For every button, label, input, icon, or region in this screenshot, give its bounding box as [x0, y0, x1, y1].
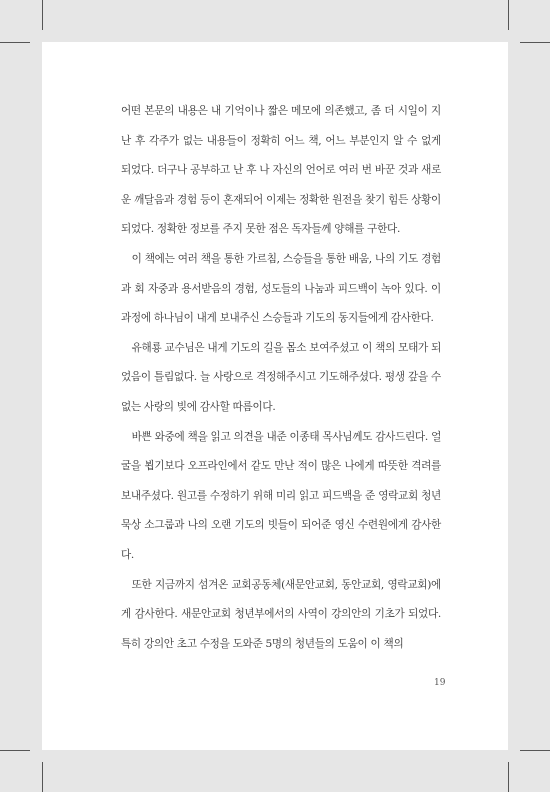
crop-mark	[0, 42, 30, 43]
crop-mark	[508, 0, 509, 30]
paragraph: 바쁜 와중에 책을 읽고 의견을 내준 이종태 목사님께도 감사드린다. 얼굴을 뵙기보다 오프라인에서 같도 만난 적이 많은 나에게 따뜻한 격려를 보내주셨다. 원고를 수정하기 위해 미리 읽고 피드백을 준 영락교회 청년 묵상 소그룹과 나의 오랜 기도의 빗들이 되어준 영신 수련원에게 감사한다.	[121, 430, 441, 561]
body-text	[121, 97, 441, 659]
crop-mark	[42, 762, 43, 792]
crop-mark	[42, 0, 43, 30]
paragraph: 유해룡 교수님은 내게 기도의 길을 몸소 보여주셨고 이 책의 모태가 되었음이 틀림없다. 늘 사랑으로 격정해주시고 기도해주셨다. 평생 갚을 수 없는 사랑의 빚에 감사할 따름이다.	[121, 341, 441, 413]
crop-mark	[520, 42, 550, 43]
paragraph: 어떤 본문의 내용은 내 기억이나 짧은 메모에 의존했고, 좀 더 시일이 지난 후 각주가 없는 내용들이 정확히 어느 책, 어느 부분인지 알 수 없게 되었다. 더구나 공부하고 난 후 나 자신의 언어로 여러 번 바꾼 것과 새로운 깨달음과 경험 등이 혼재되어 이제는 정확한 원전을 찾기 힘든 상황이 되었다. 정확한 정보를 주지 못한 점은 독자들께 양해를 구한다.	[121, 105, 441, 236]
paragraph: 또한 지금까지 섬겨온 교회공동체(새문안교회, 동안교회, 영락교회)에게 감사한다. 새문안교회 청년부에서의 사역이 강의안의 기초가 되었다. 특히 강의안 초고 수정을 도와준 5명의 청년들의 도움이 이 책의	[121, 578, 441, 650]
crop-mark	[508, 762, 509, 792]
paragraph: 이 책에는 여러 책을 통한 가르침, 스승들을 통한 배움, 나의 기도 경험과 회 자중과 용서받음의 경험, 성도들의 나눔과 피드백이 녹아 있다. 이 과정에 하나님이 내게 보내주신 스승들과 기도의 동지들에게 감사한다.	[121, 252, 441, 325]
crop-mark	[520, 750, 550, 751]
page-number: 19	[434, 678, 446, 688]
crop-mark	[0, 750, 30, 751]
